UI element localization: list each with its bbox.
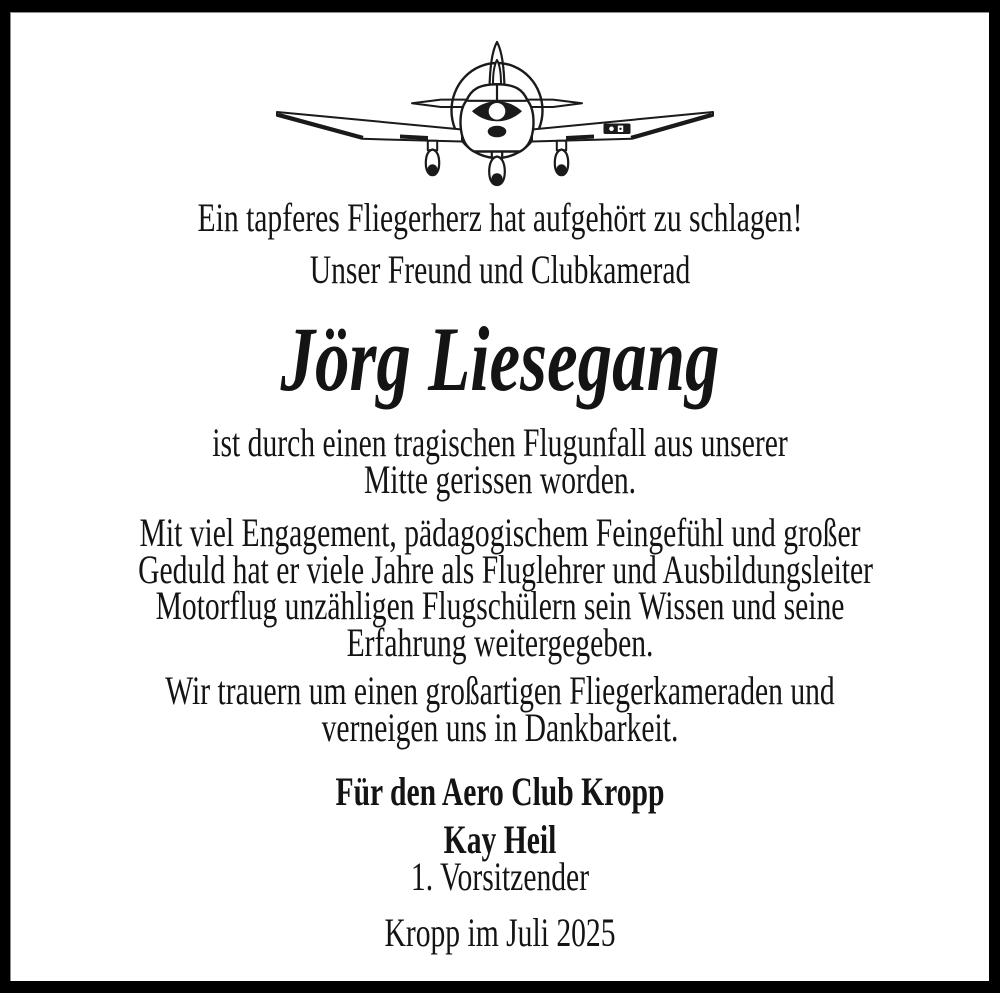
paragraph-line: Motorflug unzähligen Flugschülern sein Wissen und seine <box>155 583 845 628</box>
headline: Ein tapferes Fliegerherz hat aufgehört zu schlagen! <box>197 195 803 240</box>
paragraph-line: Erfahrung weitergegeben. <box>346 619 654 665</box>
signatory-title: 1. Vorsitzender <box>410 854 590 899</box>
paragraph-line: Mitte gerissen worden. <box>363 456 637 502</box>
paragraph-tribute <box>138 510 874 665</box>
intro-line: Unser Freund und Clubkamerad <box>309 247 691 292</box>
paragraph-accident <box>138 420 862 502</box>
place-date-line: Kropp im Juli 2025 <box>384 910 616 955</box>
paragraph-line: Mit viel Engagement, pädagogischem Feingefühl und großer <box>139 510 861 555</box>
signatory-name: Kay Heil <box>443 817 557 862</box>
paragraph-line: verneigen uns in Dankbarkeit. <box>321 704 679 750</box>
paragraph-line: Wir trauern um einen großartigen Fliegerkameraden und <box>165 668 835 713</box>
deceased-name: Jörg Liesegang <box>280 308 720 410</box>
paragraph-line: ist durch einen tragischen Flugunfall aus unserer <box>212 420 788 465</box>
airplane-front-view-icon <box>270 36 730 188</box>
obituary-sheet <box>10 12 989 981</box>
organization-line: Für den Aero Club Kropp <box>335 769 665 814</box>
paragraph-line: Geduld hat er viele Jahre als Fluglehrer und Ausbildungsleiter <box>138 546 874 592</box>
paragraph-mourning <box>138 668 862 750</box>
